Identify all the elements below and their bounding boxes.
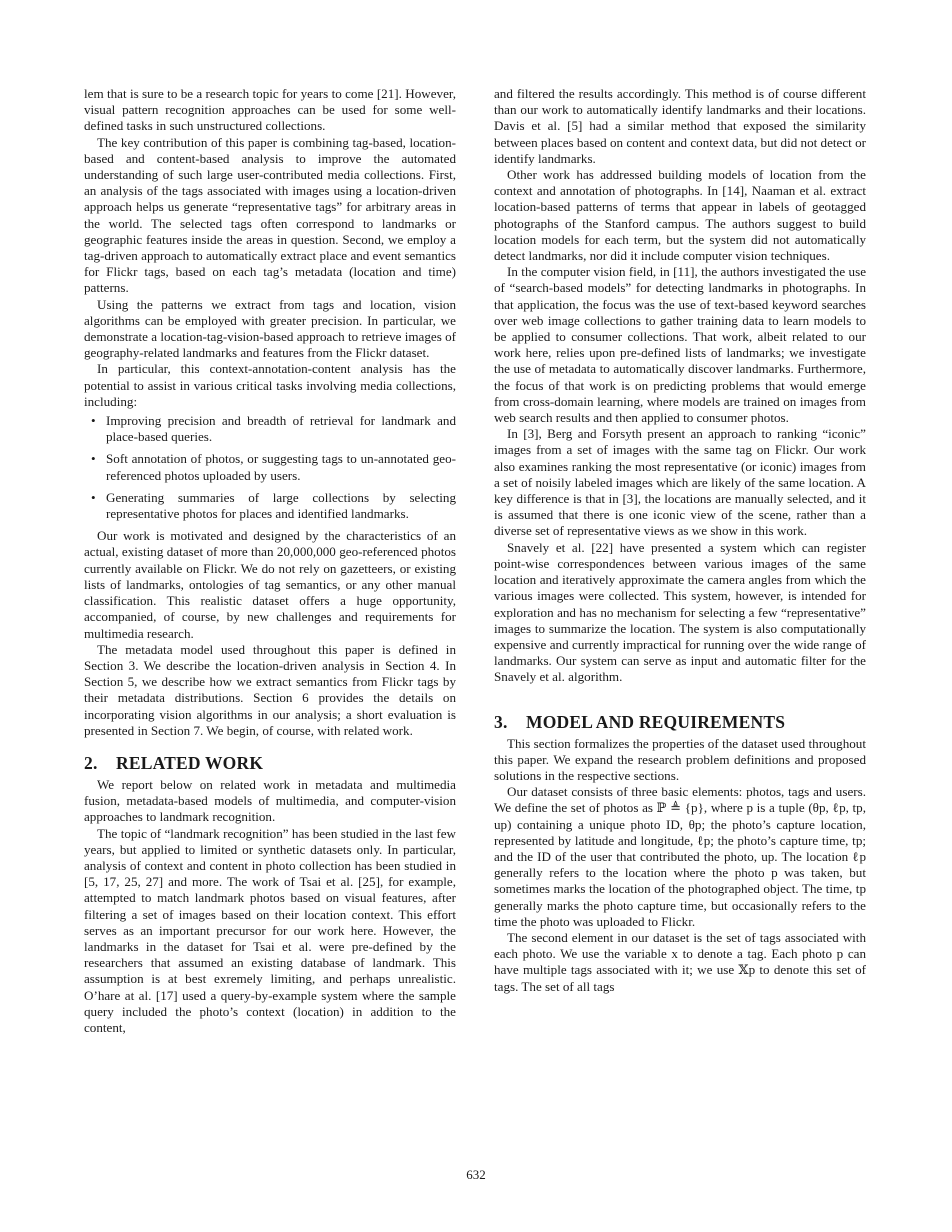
paragraph: and filtered the results accordingly. This method is of course different than our work to automatically identify landmarks and their locations. Davis et al. [5] had a similar method that exposed the similarity between places based on content and context data, but did not detect or identify landmarks. — [494, 86, 866, 166]
paragraph: The metadata model used throughout this paper is defined in Section 3. We describe the location-driven analysis in Section 4. In Section 5, we describe how we extract semantics from Flickr tags by their metadata distributions. Section 6 provides the details on incorporating vision algorithms in our analysis; a short evaluation is presented in Section 7. We begin, of course, with related work. — [84, 641, 456, 738]
right-column — [494, 86, 866, 995]
bullet-icon: • — [91, 413, 96, 429]
left-column — [84, 86, 456, 1036]
section-heading: 3. MODEL AND REQUIREMENTS — [494, 711, 786, 732]
section-heading: 2. RELATED WORK — [84, 752, 264, 773]
paragraph: Our work is motivated and designed by the characteristics of an actual, existing dataset of more than 20,000,000 geo-referenced photos currently available on Flickr. We do not rely on gazetteers, or existing lists of landmarks, ontologies of tag semantics, or any other manual classification. This realistic dataset offers a huge opportunity, accompanied, of course, by new challenges and requirements for multimedia research. — [84, 528, 456, 641]
paragraph: The second element in our dataset is the set of tags associated with each photo. We use the variable x to denote a tag. Each photo p can have multiple tags associated with it; we use 𝕏p to denote this set of tags. The set of all tags — [494, 929, 866, 994]
paragraph: This section formalizes the properties of the dataset used throughout this paper. We expand the research problem definitions and proposed solutions in the respective sections. — [494, 735, 866, 783]
bullet-list — [84, 413, 456, 522]
list-item: • Soft annotation of photos, or suggesting tags to un-annotated geo-referenced photos uploaded by users. — [91, 451, 456, 483]
list-item: • Improving precision and breadth of retrieval for landmark and place-based queries. — [91, 413, 456, 445]
bullet-icon: • — [91, 451, 96, 467]
paragraph: In particular, this context-annotation-content analysis has the potential to assist in various critical tasks involving media collections, including: — [84, 361, 456, 409]
paragraph: Other work has addressed building models of location from the context and annotation of photographs. In [14], Naaman et al. extract location-based patterns of terms that appear in labels of geotagged photographs of the Stanford campus. The authors suggest to build location models for each term, but the system did not automatically detect landmarks, nor did it include computer vision techniques. — [494, 167, 866, 264]
list-item: • Generating summaries of large collections by selecting representative photos for places and identified landmarks. — [91, 489, 456, 522]
paragraph: Snavely et al. [22] have presented a system which can register point-wise correspondences between various images of the same location and iteratively approximate the camera angles from which the various images were collected. This system, however, is intended for exploration and has no mechanism for selecting a few “representative” images to summarize the location. The system is also computationally expensive and currently impractical for running over the wide range of landmarks. Our system can serve as input and automatic filter for the Snavely et al. algorithm. — [494, 539, 866, 685]
paragraph: Our dataset consists of three basic elements: photos, tags and users. We define the set of photos as ℙ ≜ {p}, where p is a tuple (θp, ℓp, tp, up) containing a unique photo ID, θp; the photo’s capture location, represented by latitude and longitude, ℓp; the photo’s capture time, tp; and the ID of the user that contributed the photo, up. The location ℓp generally refers to the location where the photo p was taken, but sometimes marks the location of the photographed object. The time, tp generally marks the photo capture time, but occasionally refers to the time the photo was uploaded to Flickr. — [494, 784, 866, 929]
paragraph: lem that is sure to be a research topic for years to come [21]. However, visual pattern recognition approaches can be used for some well-defined tasks in such unstructured collections. — [84, 86, 456, 134]
paragraph: The key contribution of this paper is combining tag-based, location-based and content-based analysis to improve the automated understanding of such large user-contributed media collections. First, an analysis of the tags associated with images using a location-driven approach helps us generate “representative tags” for arbitrary areas in the world. The selected tags often correspond to landmarks or geographic features inside the areas in question. Second, we employ a tag-driven approach to automatically extract place and event semantics for Flickr tags, based on each tag’s metadata (location and time) patterns. — [84, 134, 456, 296]
paragraph: The topic of “landmark recognition” has been studied in the last few years, but applied to limited or synthetic datasets only. In particular, analysis of context and content in photo collection has been studied in [5, 17, 25, 27] and more. The work of Tsai et al. [25], for example, attempted to match landmark photos based on visual features, after filtering a set of images based on their location context. This effort serves as an important precursor for our work here. However, the landmarks in the dataset for Tsai et al. were pre-defined by the researchers that assumed an existing database of landmark. This assumption is at best exremely limiting, and perhaps unrealistic. O’hare at al. [17] used a query-by-example system where the sample query included the photo’s context (location) in addition to the content, — [84, 825, 456, 1035]
page-number: 632 — [466, 1167, 486, 1182]
bullet-icon: • — [91, 489, 96, 505]
paragraph: We report below on related work in metadata and multimedia fusion, metadata-based models of multimedia, and computer-vision approaches to landmark recognition. — [84, 776, 456, 825]
paragraph: In the computer vision field, in [11], the authors investigated the use of “search-based models” for detecting landmarks in photographs. In that application, the focus was the use of text-based keyword searches over web image collections to gather training data to learn models to be applied to consumer collections. That work, albeit related to our work here, relies upon pre-defined lists of landmarks; we investigate the use of metadata to automatically discover landmarks. Furthermore, the focus of that work is on predicting problems that would emerge from cross-domain learning, where models are trained on images from web search results and then applied to consumer photos. — [494, 264, 866, 426]
paragraph: Using the patterns we extract from tags and location, vision algorithms can be employed with greater precision. In particular, we demonstrate a location-tag-vision-based approach to retrieve images of geography-related landmarks and features from the Flickr dataset. — [84, 296, 456, 361]
paragraph: In [3], Berg and Forsyth present an approach to ranking “iconic” images from a set of images with the same tag on Flickr. Our work also examines ranking the most representative (or iconic) images from a set of noisily labeled images which are likely of the same location. A key difference is that in [3], the locations are manually selected, and it is assumed that there is one iconic view of the scene, rather than a diverse set of representative views as we show in this work. — [494, 426, 866, 539]
